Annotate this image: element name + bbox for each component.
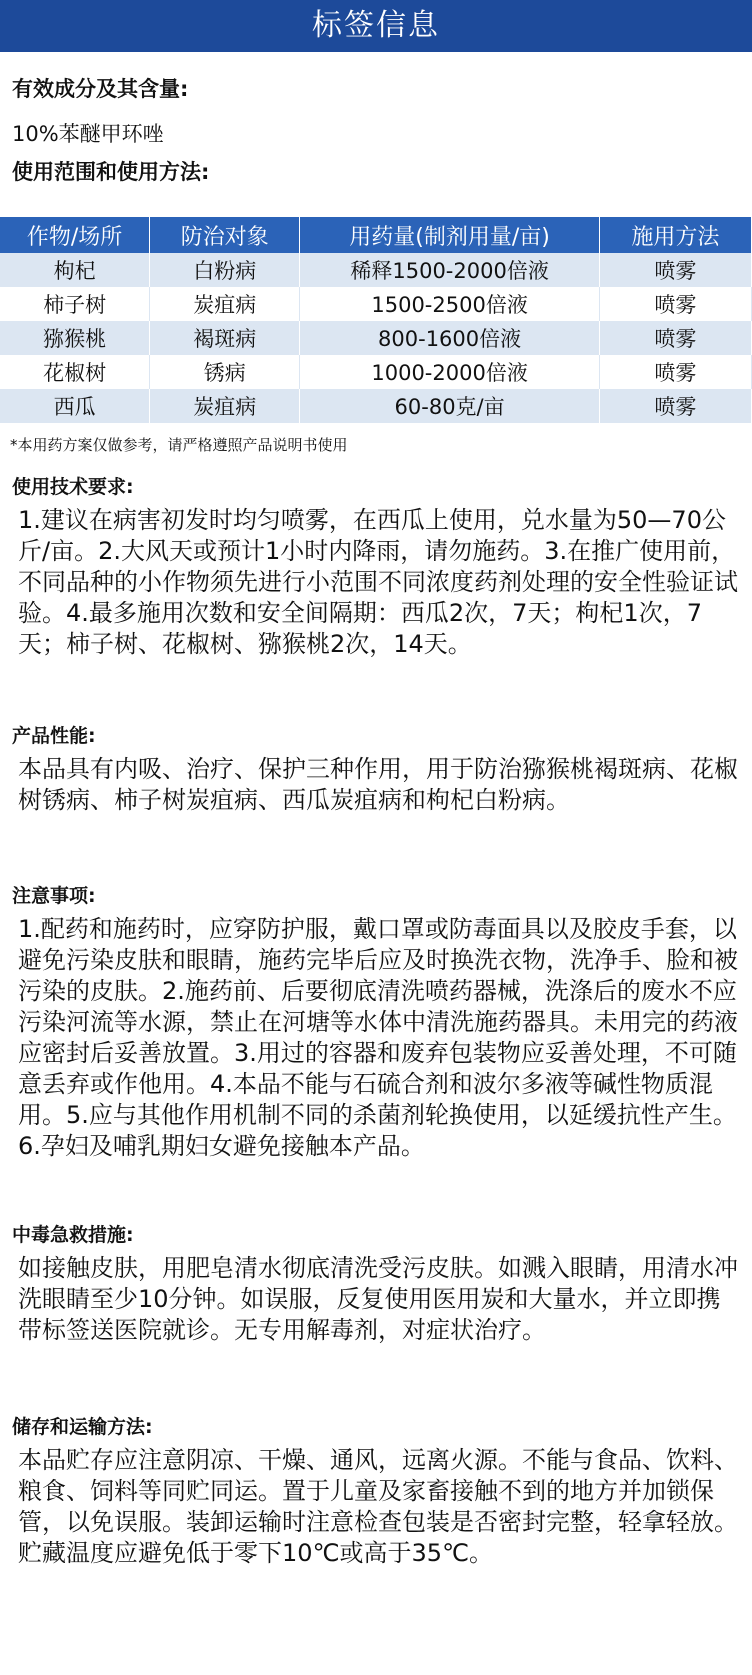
table-cell: 喷雾: [599, 287, 751, 321]
table-cell: 60-80克/亩: [300, 389, 599, 423]
table-row: [0, 253, 752, 287]
section-title-technical: 使用技术要求:: [12, 476, 134, 498]
usage-table: [0, 217, 752, 423]
table-cell: 枸杞: [0, 253, 150, 287]
table-cell: 白粉病: [150, 253, 300, 287]
table-cell: 800-1600倍液: [300, 321, 599, 355]
table-cell: 喷雾: [599, 355, 751, 389]
table-cell: 1000-2000倍液: [300, 355, 599, 389]
ingredients-label: 有效成分及其含量:: [12, 77, 189, 101]
table-header-cell: 施用方法: [599, 217, 751, 253]
table-cell: 稀释1500-2000倍液: [300, 253, 599, 287]
table-cell: 炭疽病: [150, 389, 300, 423]
table-cell: 炭疽病: [150, 287, 300, 321]
table-cell: 西瓜: [0, 389, 150, 423]
usage-label: 使用范围和使用方法:: [12, 160, 210, 184]
table-cell: 1500-2500倍液: [300, 287, 599, 321]
table-note: *本用药方案仅做参考，请严格遵照产品说明书使用: [10, 436, 348, 454]
table-cell: 柿子树: [0, 287, 150, 321]
table-cell: 褐斑病: [150, 321, 300, 355]
page-header: [0, 0, 752, 52]
table-cell: 喷雾: [599, 389, 751, 423]
table-row: [0, 321, 752, 355]
table-header-cell: 作物/场所: [0, 217, 150, 253]
section-title-precautions: 注意事项:: [12, 885, 96, 907]
table-cell: 花椒树: [0, 355, 150, 389]
section-body-precautions: 1.配药和施药时，应穿防护服，戴口罩或防毒面具以及胶皮手套，以避免污染皮肤和眼睛，施药完毕后应及时换洗衣物，洗净手、脸和被污染的皮肤。2.施药前、后要彻底清洗喷药器械，洗涤后的废水不应污染河流等水源，禁止在河塘等水体中清洗施药器具。未用完的药液应密封后妥善放置。3.用过的容器和废弃包装物应妥善处理，不可随意丢弃或作他用。4.本品不能与石硫合剂和波尔多液等碱性物质混用。5.应与其他作用机制不同的杀菌剂轮换使用，以延缓抗性产生。6.孕妇及哺乳期妇女避免接触本产品。: [18, 915, 738, 1160]
ingredients-value: 10%苯醚甲环唑: [12, 122, 164, 146]
section-title-performance: 产品性能:: [12, 725, 96, 747]
section-body-storage: 本品贮存应注意阴凉、干燥、通风，远离火源。不能与食品、饮料、粮食、饲料等同贮同运。置于儿童及家畜接触不到的地方并加锁保管，以免误服。装卸运输时注意检查包装是否密封完整，轻拿轻放。贮藏温度应避免低于零下10℃或高于35℃。: [18, 1446, 738, 1567]
section-title-first-aid: 中毒急救措施:: [12, 1224, 134, 1246]
table-row: [0, 355, 752, 389]
table-header-cell: 防治对象: [150, 217, 300, 253]
table-cell: 猕猴桃: [0, 321, 150, 355]
table-row: [0, 287, 752, 321]
table-header-cell: 用药量(制剂用量/亩): [300, 217, 599, 253]
section-body-first-aid: 如接触皮肤，用肥皂清水彻底清洗受污皮肤。如溅入眼睛，用清水冲洗眼睛至少10分钟。如误服，反复使用医用炭和大量水，并立即携带标签送医院就诊。无专用解毒剂，对症状治疗。: [18, 1254, 738, 1344]
section-title-storage: 储存和运输方法:: [12, 1416, 153, 1438]
section-body-technical: 1.建议在病害初发时均匀喷雾，在西瓜上使用，兑水量为50—70公斤/亩。2.大风天或预计1小时内降雨，请勿施药。3.在推广使用前，不同品种的小作物须先进行小范围不同浓度药剂处理的安全性验证试验。4.最多施用次数和安全间隔期：西瓜2次，7天；枸杞1次，7天；柿子树、花椒树、猕猴桃2次，14天。: [18, 506, 738, 658]
table-header-row: [0, 217, 752, 253]
table-row: [0, 389, 752, 423]
table-cell: 喷雾: [599, 321, 751, 355]
section-body-performance: 本品具有内吸、治疗、保护三种作用，用于防治猕猴桃褐斑病、花椒树锈病、柿子树炭疽病、西瓜炭疽病和枸杞白粉病。: [18, 755, 738, 814]
table-cell: 喷雾: [599, 253, 751, 287]
table-cell: 锈病: [150, 355, 300, 389]
page-title: 标签信息: [312, 8, 440, 43]
